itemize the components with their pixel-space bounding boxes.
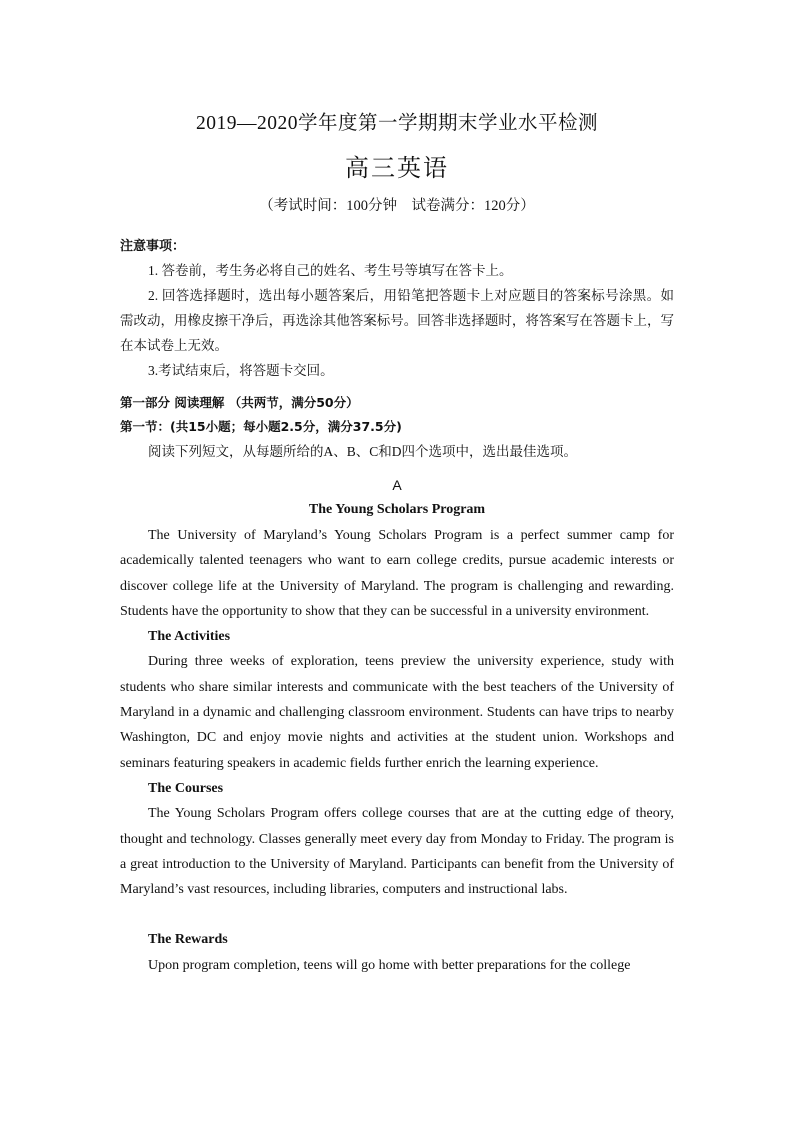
activities-heading: The Activities xyxy=(148,629,231,645)
activities-text: During three weeks of exploration, teens preview the university experience, study with students who share similar interests and communicate with the best teachers of the University of Maryland in a dynamic and challenging classroom environment. Students can have trips to nearby Washington, DC and enjoy movie nights and activities at the student union. Workshops and seminars featuring speakers in academic fields further enrich the learning experience. xyxy=(120,654,674,771)
part-one-heading: 第一部分 阅读理解 （共两节，满分50分） xyxy=(120,395,359,410)
exam-info: （考试时间：100分钟 试卷满分：120分） xyxy=(259,198,535,214)
exam-page xyxy=(120,108,674,978)
note-item-1: 1. 答卷前，考生务必将自己的姓名、考生号等填写在答卡上。 xyxy=(148,263,513,278)
rewards-heading: The Rewards xyxy=(148,932,228,948)
subject-title: 高三英语 xyxy=(345,156,449,182)
passage-title: The Young Scholars Program xyxy=(308,502,486,517)
spacer xyxy=(120,902,674,927)
passage-intro: The University of Maryland’s Young Scholars Program is a perfect summer camp for academically talented teenagers who want to earn college credits, pursue academic interests or discover college life at the University of Maryland. The program is challenging and rewarding. Students have the opportunity to show that they can be successful in a university environment. xyxy=(120,528,674,619)
courses-heading: The Courses xyxy=(148,780,224,796)
reading-instruction: 阅读下列短文，从每题所给的A、B、C和D四个选项中，选出最佳选项。 xyxy=(148,444,578,459)
note-item-2: 2. 回答选择题时，选出每小题答案后，用铅笔把答题卡上对应题目的答案标号涂黑。如需改动，用橡皮擦干净后，再选涂其他答案标号。回答非选择题时，将答案写在答题卡上，写在本试卷上无效。 xyxy=(120,288,674,353)
exam-title: 2019—2020学年度第一学期期末学业水平检测 xyxy=(195,113,598,134)
notes-list xyxy=(120,258,674,383)
passage-label: A xyxy=(392,477,402,493)
rewards-text: Upon program completion, teens will go home with better preparations for the college xyxy=(148,957,631,973)
note-item-3: 3.考试结束后，将答题卡交回。 xyxy=(148,363,334,378)
courses-text: The Young Scholars Program offers college courses that are at the cutting edge of theory, thought and technology. Classes generally meet every day from Monday to Friday. The program is a great introduction to the University of Maryland. Participants can benefit from the University of Maryland’s vast resources, including libraries, computers and instructional labs. xyxy=(120,806,674,898)
section-one-heading: 第一节：(共15小题；每小题2.5分，满分37.5分) xyxy=(120,419,402,434)
notes-heading: 注意事项： xyxy=(120,239,186,254)
